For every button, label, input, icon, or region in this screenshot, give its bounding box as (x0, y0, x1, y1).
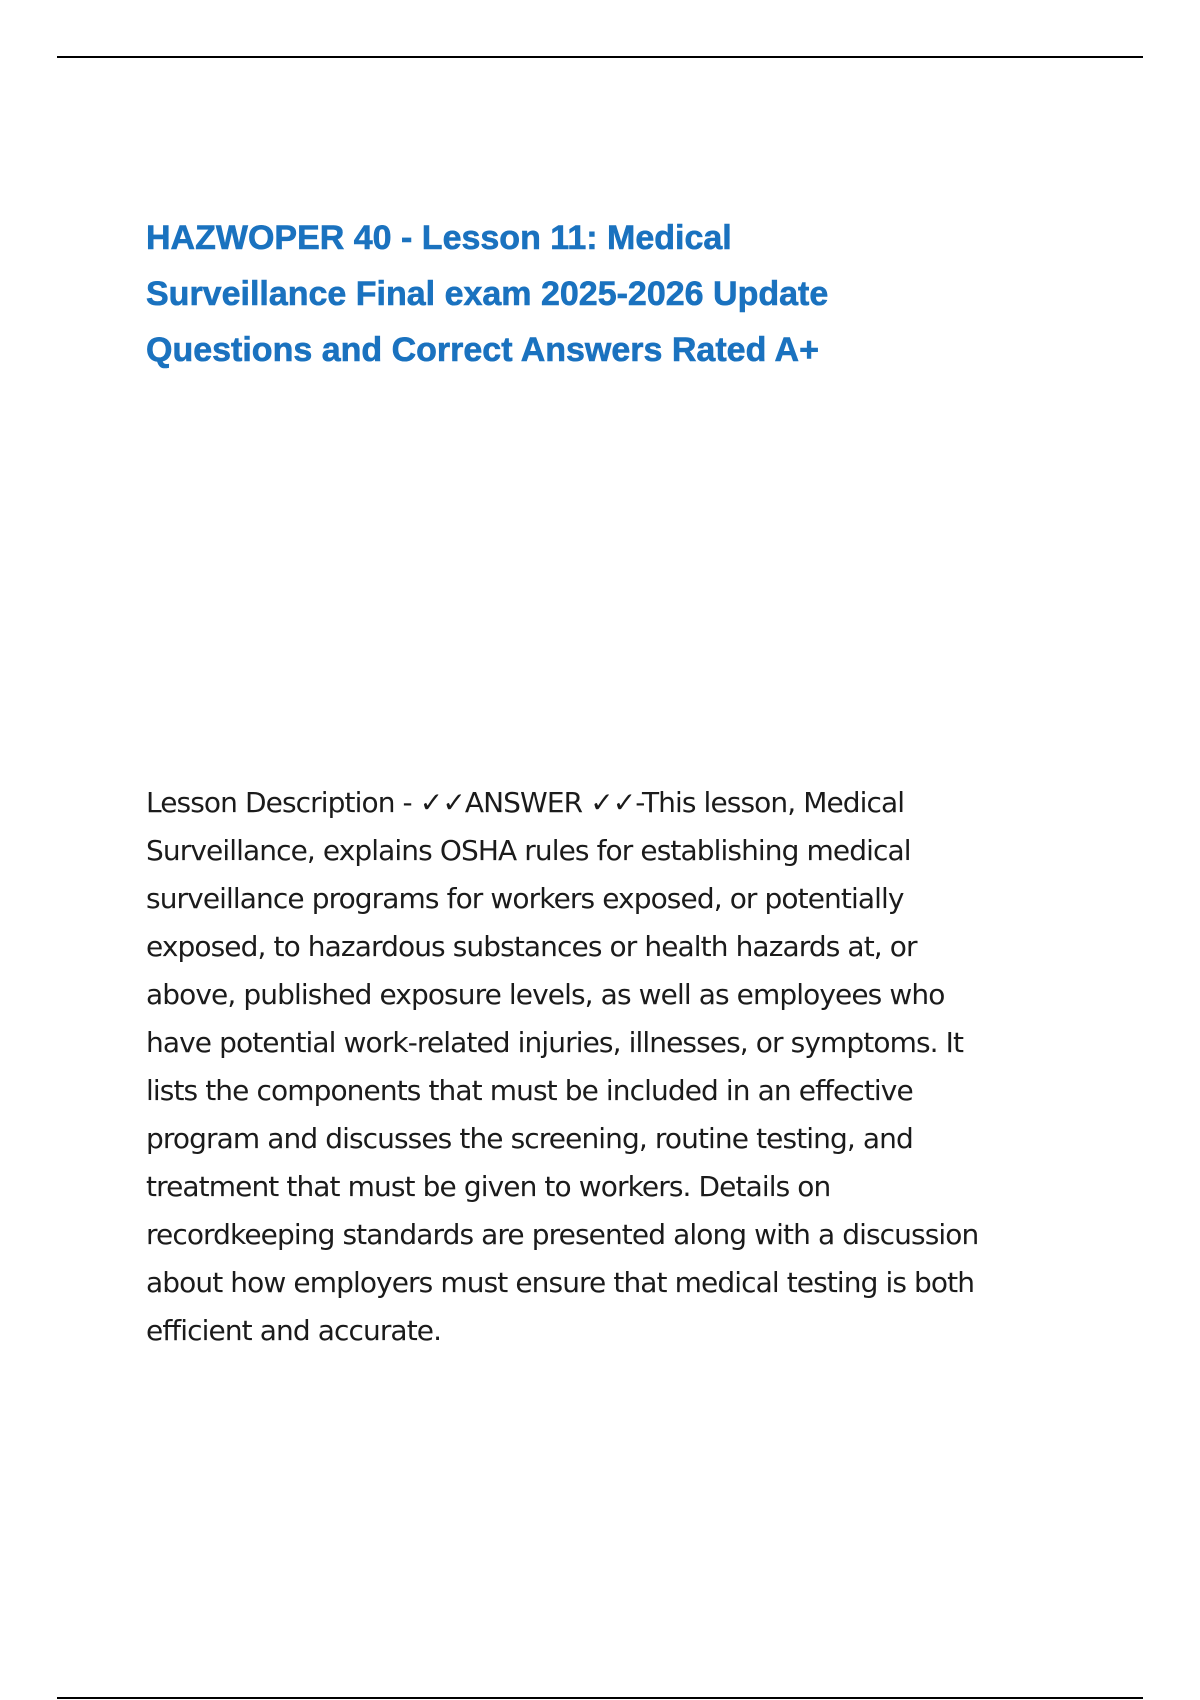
header-rule (57, 56, 1143, 58)
body-line: lists the components that must be included in an effective (146, 1074, 913, 1107)
body-line: Lesson Description - ✓✓ANSWER ✓✓-This lesson, Medical (146, 786, 905, 819)
body-line: recordkeeping standards are presented along with a discussion (146, 1218, 979, 1251)
title-line: Surveillance Final exam 2025-2026 Update (146, 275, 829, 313)
body-line: have potential work-related injuries, illnesses, or symptoms. It (146, 1026, 964, 1059)
footer-rule (57, 1697, 1143, 1699)
document-title (146, 210, 1046, 378)
body-line: efficient and accurate. (146, 1314, 442, 1347)
body-line: surveillance programs for workers exposed, or potentially (146, 882, 904, 915)
body-line: exposed, to hazardous substances or health hazards at, or (146, 930, 917, 963)
body-line: program and discusses the screening, routine testing, and (146, 1122, 913, 1155)
title-line: HAZWOPER 40 - Lesson 11: Medical (146, 219, 732, 257)
body-line: Surveillance, explains OSHA rules for establishing medical (146, 834, 911, 867)
lesson-description-paragraph (146, 779, 1146, 1355)
body-line: about how employers must ensure that medical testing is both (146, 1266, 975, 1299)
body-line: above, published exposure levels, as well as employees who (146, 978, 945, 1011)
title-line: Questions and Correct Answers Rated A+ (146, 331, 819, 369)
body-line: treatment that must be given to workers. Details on (146, 1170, 831, 1203)
